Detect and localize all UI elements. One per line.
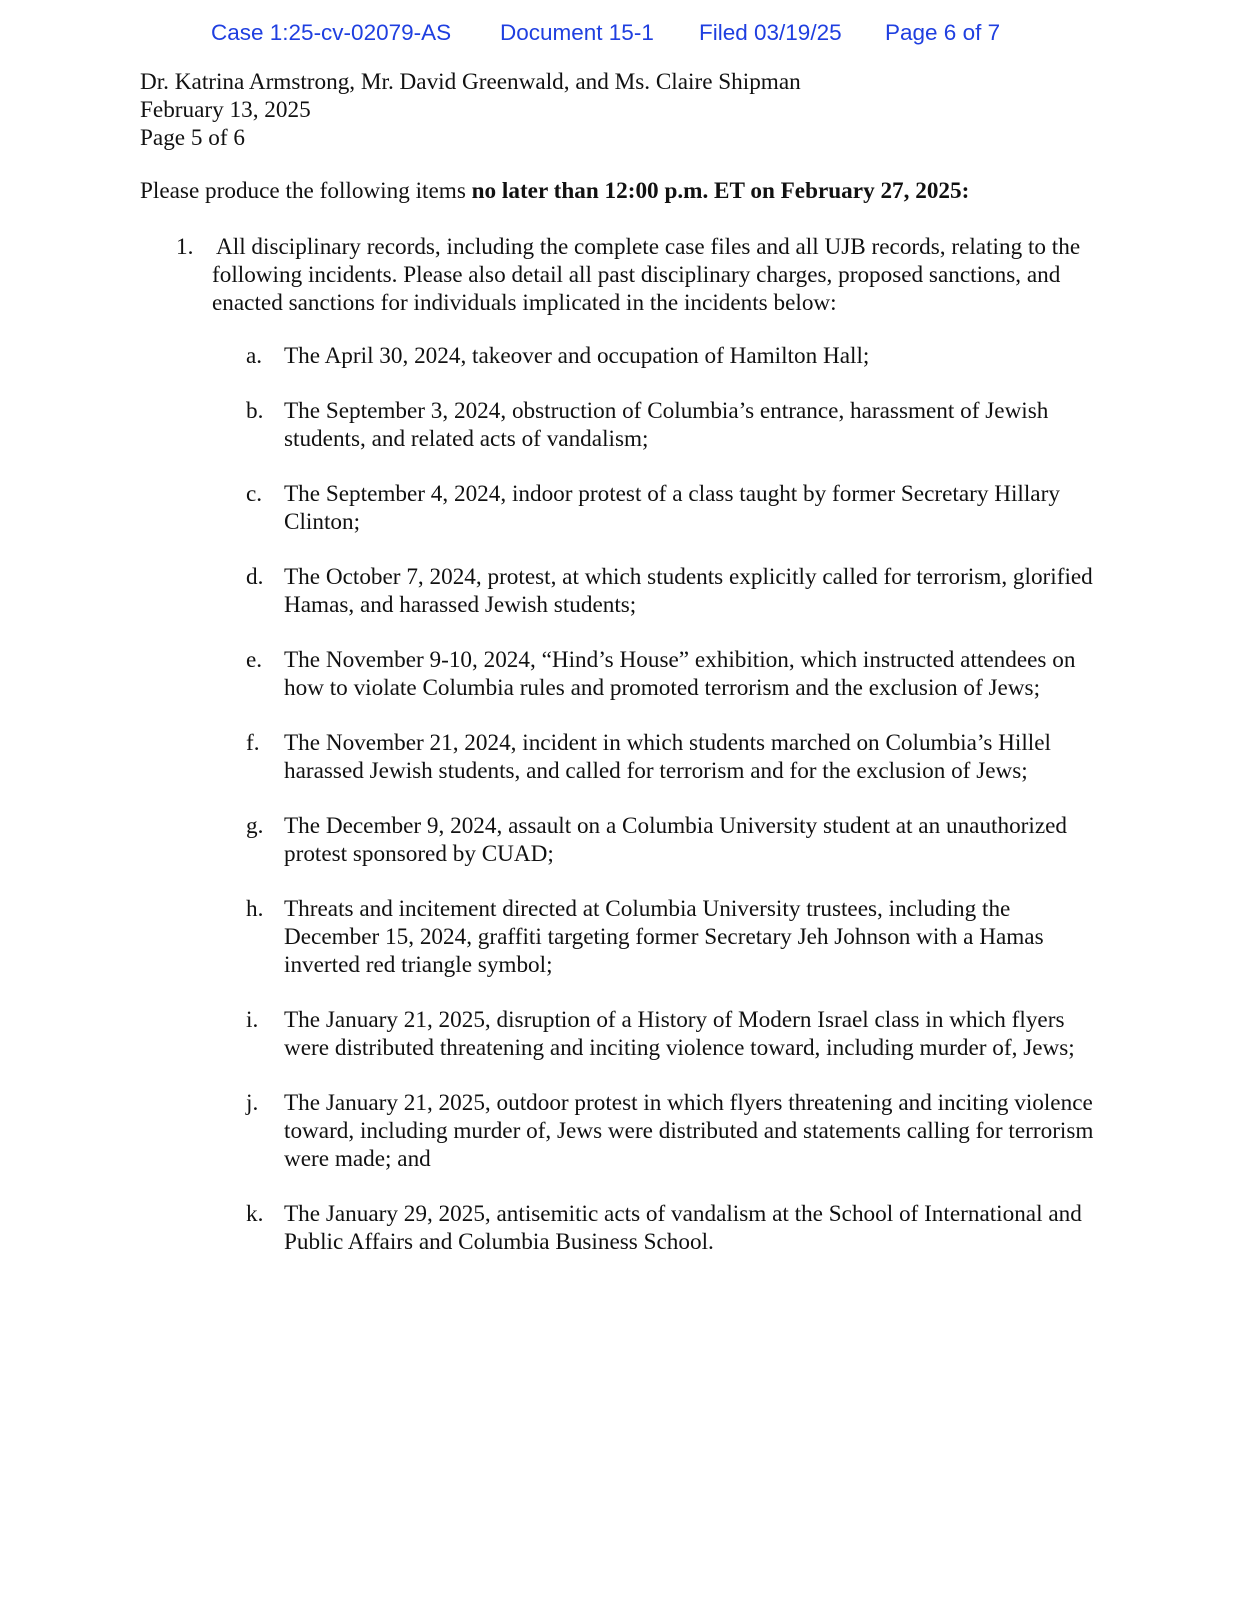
list-item-letter: e. [246,647,263,673]
list-item-letter: d. [246,564,264,590]
incident-list [246,342,1106,1283]
list-item [246,342,1106,370]
letter-page-number: Page 5 of 6 [140,125,245,151]
ecf-case-number: Case 1:25-cv-02079-AS [211,20,452,45]
list-item-text: Threats and incitement directed at Columbia University trustees, including the December 15, 2024, graffiti targeting former Secretary Jeh Johnson with a Hamas inverted red triangle symbol; [284,896,1044,978]
list-item [246,1089,1106,1173]
list-item-text: The April 30, 2024, takeover and occupation of Hamilton Hall; [284,343,870,369]
letter-addressees: Dr. Katrina Armstrong, Mr. David Greenwald, and Ms. Claire Shipman [140,69,801,95]
list-item-letter: a. [246,343,263,369]
list-item-text: The September 3, 2024, obstruction of Columbia’s entrance, harassment of Jewish students, and related acts of vandalism; [284,398,1049,452]
intro-paragraph [140,177,1140,205]
list-item [246,480,1106,536]
ecf-filed-date: Filed 03/19/25 [699,20,842,45]
list-item [246,812,1106,868]
list-item-text: The January 29, 2025, antisemitic acts of vandalism at the School of International and Public Affairs and Columbia Business School. [284,1201,1082,1255]
intro-deadline: no later than 12:00 p.m. ET on February 27, 2025: [471,178,970,204]
list-item-letter: h. [246,896,264,922]
list-item-letter: j. [246,1090,259,1116]
list-item-letter: f. [246,730,260,756]
list-item-letter: c. [246,481,263,507]
list-item-text: The December 9, 2024, assault on a Columbia University student at an unauthorized protest sponsored by CUAD; [284,813,1068,867]
list-item-letter: b. [246,398,264,424]
ecf-document-number: Document 15-1 [500,20,654,45]
ecf-filing-header [0,20,1246,52]
letter-date: February 13, 2025 [140,97,311,123]
list-item [246,729,1106,785]
list-item-text: The November 21, 2024, incident in which students marched on Columbia’s Hillel harassed Jewish students, and called for terrorism and for the exclusion of Jews; [284,730,1051,784]
list-item-text: The January 21, 2025, disruption of a History of Modern Israel class in which flyers were distributed threatening and inciting violence toward, including murder of, Jews; [284,1007,1075,1061]
intro-text: Please produce the following items [140,178,472,204]
list-item-text: The January 21, 2025, outdoor protest in which flyers threatening and inciting violence toward, including murder of, Jews were distributed and statements calling for terrorism were made; and [284,1090,1094,1172]
list-item [246,1200,1106,1256]
list-item [246,397,1106,453]
request-text: All disciplinary records, including the complete case files and all UJB records, relating to the following incidents. Please also detail all past disciplinary charges, proposed sanctions, and enacted sanctions for individuals implicated in the incidents below: [212,234,1081,316]
request-number: 1. [176,234,194,260]
letter-header [140,68,1140,152]
list-item-text: The November 9-10, 2024, “Hind’s House” exhibition, which instructed attendees on how to violate Columbia rules and promoted terrorism and the exclusion of Jews; [284,647,1076,701]
list-item [246,563,1106,619]
list-item-letter: g. [246,813,264,839]
list-item [246,1006,1106,1062]
ecf-page-number: Page 6 of 7 [885,20,1001,45]
list-item-text: The October 7, 2024, protest, at which students explicitly called for terrorism, glorified Hamas, and harassed Jewish students; [284,564,1093,618]
list-item-letter: i. [246,1007,259,1033]
list-item-text: The September 4, 2024, indoor protest of a class taught by former Secretary Hillary Clinton; [284,481,1060,535]
list-item [246,646,1106,702]
list-item-letter: k. [246,1201,264,1227]
list-item [246,895,1106,979]
